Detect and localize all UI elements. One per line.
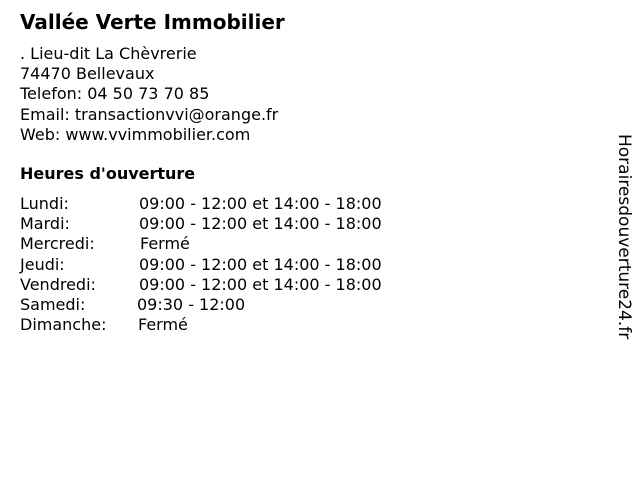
day-hours: 09:00 - 12:00 et 14:00 - 18:00 <box>139 254 382 274</box>
day-hours: Fermé <box>140 234 190 254</box>
opening-hours-heading: Heures d'ouverture <box>20 164 196 183</box>
phone-number: Telefon: 04 50 73 70 85 <box>20 84 210 104</box>
address-line-1: . Lieu-dit La Chèvrerie <box>20 44 197 63</box>
day-hours: 09:00 - 12:00 et 14:00 - 18:00 <box>139 274 382 294</box>
day-label: Lundi: <box>20 194 69 213</box>
email-address: Email: transactionvvi@orange.fr <box>20 104 279 124</box>
day-hours: 09:30 - 12:00 <box>137 294 246 314</box>
site-watermark: Horairesdouverture24.fr <box>614 134 634 340</box>
website: Web: www.vvimmobilier.com <box>20 124 251 144</box>
day-label: Jeudi: <box>20 254 65 274</box>
business-name: Vallée Verte Immobilier <box>20 10 285 34</box>
day-label: Vendredi: <box>20 274 96 294</box>
address-line-2: 74470 Bellevaux <box>20 64 155 84</box>
day-label: Dimanche: <box>20 315 107 335</box>
day-label: Mardi: <box>20 214 70 234</box>
day-hours: 09:00 - 12:00 et 14:00 - 18:00 <box>139 194 382 213</box>
day-hours: 09:00 - 12:00 et 14:00 - 18:00 <box>139 214 382 234</box>
day-hours: Fermé <box>138 315 188 335</box>
contact-block <box>20 44 278 145</box>
day-label: Mercredi: <box>20 234 95 254</box>
day-label: Samedi: <box>20 294 86 314</box>
